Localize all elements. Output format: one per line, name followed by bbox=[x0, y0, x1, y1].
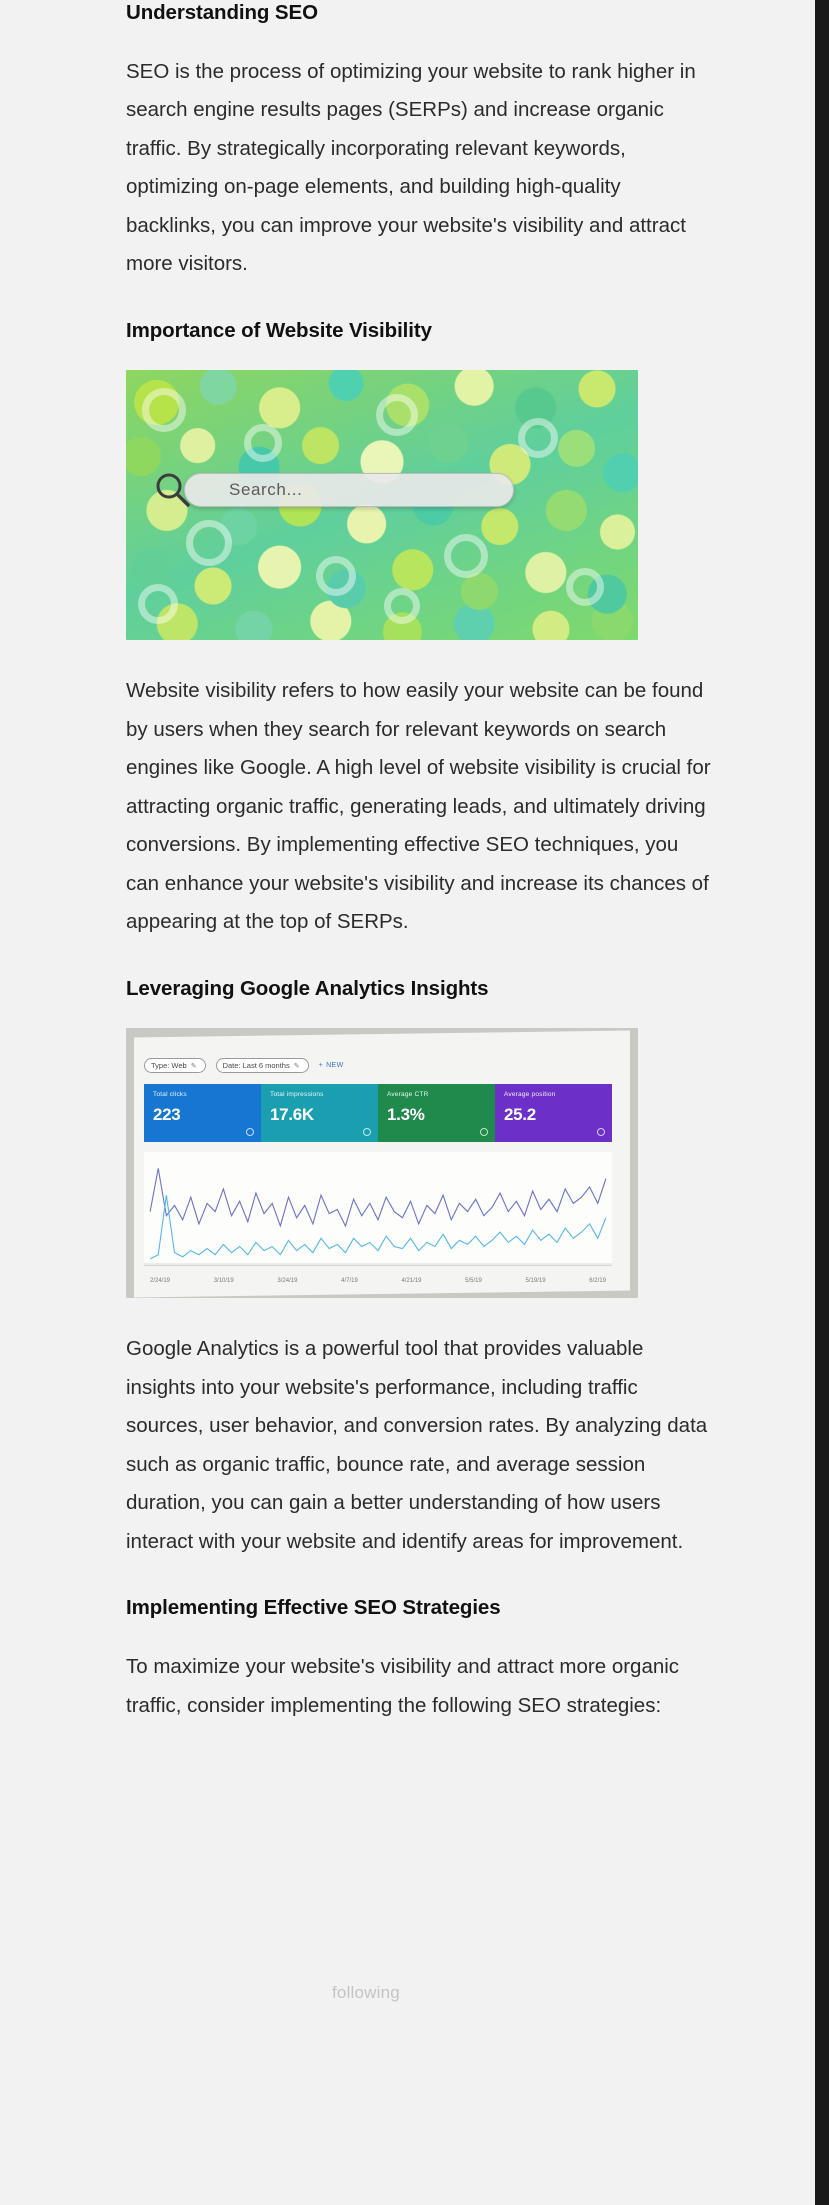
bead-ring bbox=[186, 520, 232, 566]
kpi-total-clicks-label: Total clicks bbox=[153, 1091, 187, 1099]
x-tick: 3/24/19 bbox=[277, 1278, 298, 1285]
toggle-icon bbox=[480, 1128, 488, 1136]
kpi-average-ctr-label: Average CTR bbox=[387, 1091, 429, 1099]
x-tick: 3/10/19 bbox=[213, 1278, 234, 1285]
bead-ring bbox=[376, 394, 418, 436]
figure-analytics-dashboard-image bbox=[126, 1028, 638, 1298]
x-tick: 6/2/19 bbox=[589, 1278, 606, 1285]
green-beads-background bbox=[126, 370, 638, 640]
toggle-icon bbox=[597, 1128, 605, 1136]
kpi-total-clicks[interactable] bbox=[144, 1084, 261, 1142]
figure-search-bar-image bbox=[126, 370, 638, 640]
new-filter-label: NEW bbox=[326, 1062, 344, 1070]
heading-importance-of-website-visibility: Importance of Website Visibility bbox=[126, 318, 432, 342]
kpi-average-position-value: 25.2 bbox=[504, 1105, 536, 1125]
paragraph-understanding-seo: SEO is the process of optimizing your website to rank higher in search engine results pages (SERPs) and increase organic traffic. By strategically incorporating relevant keywords, optimizing on-page elements, and building high-quality backlinks, you can improve your website's visibility and attract more visitors. bbox=[126, 59, 696, 276]
bead-ring bbox=[244, 424, 282, 462]
x-tick: 2/24/19 bbox=[150, 1278, 171, 1285]
filter-chip-type-label: Type: Web bbox=[151, 1061, 187, 1071]
plus-icon: + bbox=[318, 1062, 324, 1070]
pencil-icon: ✎ bbox=[190, 1062, 197, 1070]
kpi-average-position[interactable] bbox=[495, 1084, 612, 1142]
filter-chip-date[interactable] bbox=[216, 1058, 309, 1073]
analytics-screenshot bbox=[126, 1028, 638, 1298]
chart-x-axis bbox=[144, 1278, 612, 1284]
kpi-row bbox=[144, 1084, 612, 1142]
filter-chip-date-label: Date: Last 6 months bbox=[222, 1061, 290, 1071]
toggle-icon bbox=[363, 1128, 371, 1136]
x-tick: 4/21/19 bbox=[401, 1278, 422, 1285]
bead-ring bbox=[142, 388, 186, 432]
filter-chip-type[interactable] bbox=[144, 1058, 206, 1073]
bead-ring bbox=[518, 418, 558, 458]
paragraph-seo-strategies-intro: To maximize your website's visibility and attract more organic traffic, consider implementing the following SEO strategies: bbox=[126, 1655, 680, 1717]
heading-implementing-effective-seo-strategies: Implementing Effective SEO Strategies bbox=[126, 1596, 501, 1620]
bead-ring bbox=[316, 556, 356, 596]
kpi-average-position-label: Average position bbox=[504, 1091, 556, 1099]
kpi-total-clicks-value: 223 bbox=[153, 1105, 181, 1125]
dashboard-filter-bar bbox=[144, 1058, 344, 1073]
bead-ring bbox=[566, 568, 604, 606]
page-watermark: following bbox=[332, 1983, 400, 2002]
kpi-total-impressions-label: Total impressions bbox=[270, 1091, 324, 1099]
heading-leveraging-google-analytics-insights: Leveraging Google Analytics Insights bbox=[126, 976, 489, 1000]
search-placeholder-text: Search... bbox=[229, 480, 303, 500]
x-tick: 5/5/19 bbox=[465, 1278, 482, 1285]
bead-ring bbox=[138, 584, 178, 624]
kpi-average-ctr[interactable] bbox=[378, 1084, 495, 1142]
kpi-total-impressions-value: 17.6K bbox=[270, 1105, 314, 1125]
new-filter-button[interactable] bbox=[319, 1062, 344, 1069]
page-title: Understanding SEO bbox=[126, 1, 318, 24]
kpi-total-impressions[interactable] bbox=[261, 1084, 378, 1142]
pencil-icon: ✎ bbox=[293, 1062, 300, 1070]
toggle-icon bbox=[246, 1128, 254, 1136]
performance-line-chart bbox=[144, 1152, 612, 1266]
paragraph-website-visibility: Website visibility refers to how easily your website can be found by users when they search for relevant keywords on search engines like Google. A high level of website visibility is crucial for attracting organic traffic, generating leads, and ultimately driving conversions. By implementing effective SEO techniques, you can enhance your website's visibility and increase its chances of appearing at the top of SERPs. bbox=[126, 679, 711, 934]
search-input[interactable] bbox=[184, 473, 514, 507]
bead-ring bbox=[444, 534, 488, 578]
paragraph-google-analytics: Google Analytics is a powerful tool that provides valuable insights into your website's performance, including traffic sources, user behavior, and conversion rates. By analyzing data such as organic traffic, bounce rate, and average session duration, you can gain a better understanding of how users interact with your website and identify areas for improvement. bbox=[126, 1337, 708, 1553]
x-tick: 4/7/19 bbox=[341, 1278, 358, 1285]
right-edge-rail bbox=[815, 0, 829, 2205]
kpi-average-ctr-value: 1.3% bbox=[387, 1105, 425, 1125]
x-tick: 5/19/19 bbox=[525, 1278, 546, 1285]
bead-ring bbox=[384, 588, 420, 624]
